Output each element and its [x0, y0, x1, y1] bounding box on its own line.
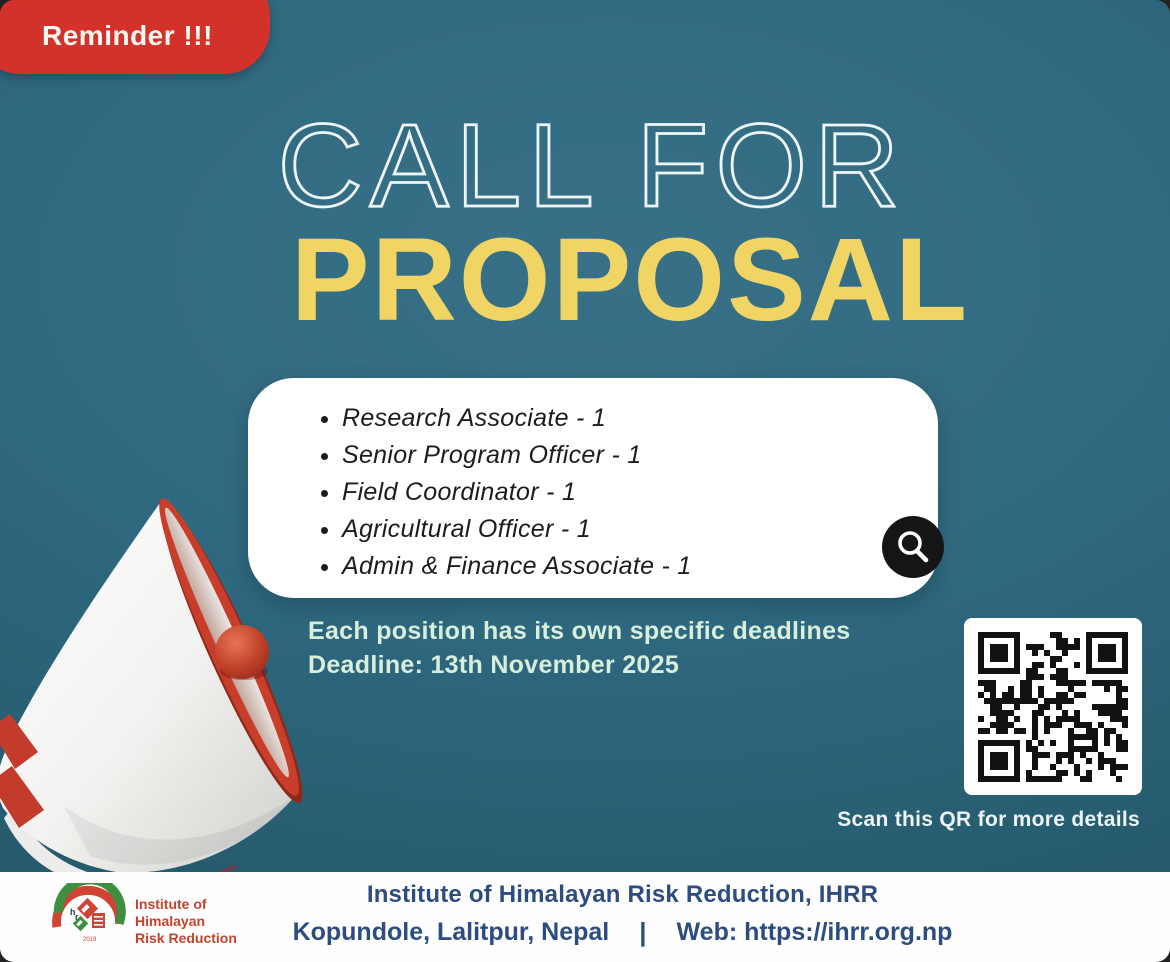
position-item: • Field Coordinator - 1	[342, 474, 692, 511]
qr-code-pattern	[978, 632, 1128, 782]
qr-code	[964, 618, 1142, 795]
deadline-date: Deadline: 13th November 2025	[308, 651, 680, 679]
position-item: • Admin & Finance Associate - 1	[342, 548, 692, 585]
logo-year: 2019	[83, 937, 97, 943]
org-website: Web: https://ihrr.org.np	[676, 918, 953, 946]
ihrr-logo-emblem	[50, 883, 126, 959]
title-proposal: PROPOSAL	[290, 214, 970, 346]
logo-text-line: Risk Reduction	[135, 929, 237, 946]
position-item: • Research Associate - 1	[342, 400, 692, 437]
reminder-label: Reminder !!!	[42, 20, 213, 51]
reminder-badge	[0, 0, 270, 74]
search-icon	[882, 516, 944, 578]
position-item: • Agricultural Officer - 1	[342, 511, 692, 548]
title-line1: CALL FOR	[277, 100, 907, 230]
deadline-note: Each position has its own specific deadlines	[308, 617, 851, 645]
footer	[0, 872, 1170, 962]
positions-list	[320, 400, 692, 585]
deadline-block	[308, 614, 851, 682]
org-name: Institute of Himalayan Risk Reduction, IHRR	[366, 881, 879, 908]
svg-text:r: r	[75, 912, 79, 922]
logo-text-line: Institute of	[135, 895, 207, 912]
footer-text	[170, 881, 1075, 948]
footer-separator: |	[639, 917, 647, 947]
qr-caption: Scan this QR for more details	[837, 808, 1140, 831]
svg-text:h: h	[70, 907, 76, 917]
position-item: • Senior Program Officer - 1	[342, 437, 692, 474]
logo-text-line: Himalayan	[135, 912, 206, 929]
positions-card	[248, 378, 938, 598]
org-address: Kopundole, Lalitpur, Nepal	[292, 918, 610, 946]
title-call-for	[0, 80, 1170, 230]
